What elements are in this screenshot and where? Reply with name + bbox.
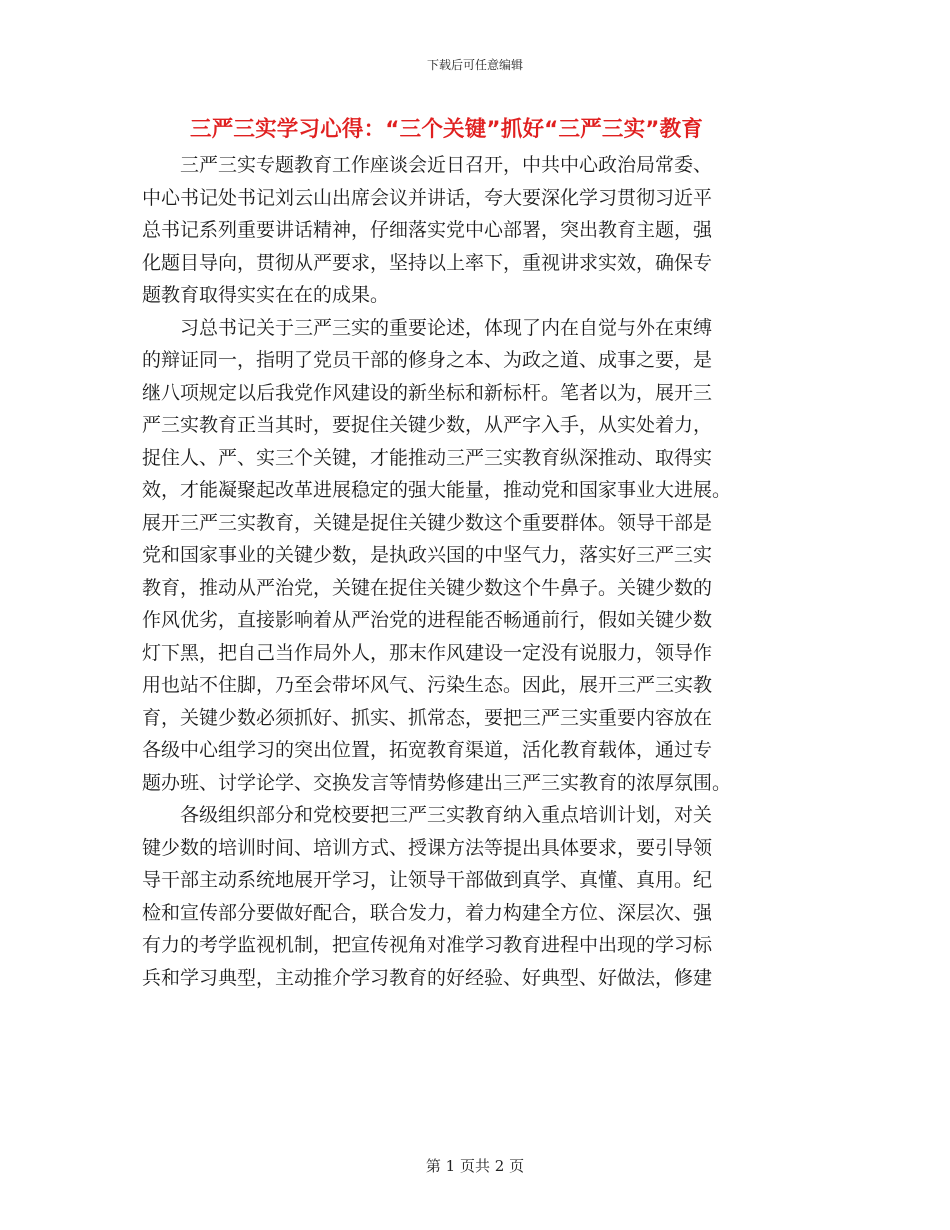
text-line: 总书记系列重要讲话精神，仔细落实党中心部署，突出教育主题，强 [142,219,713,241]
text-line: 各级组织部分和党校要把三严三实教育纳入重点培训计划，对关 [180,804,713,826]
text-line: 有力的考学监视机制，把宣传视角对准学习教育进程中出现的学习标 [142,934,713,956]
text-line: 检和宣传部分要做好配合，联合发力，着力构建全方位、深层次、强 [142,901,713,924]
paragraph-1 [142,149,810,312]
paragraph-2 [142,312,810,800]
text-line: 三严三实专题教育工作座谈会近日召开，中共中心政治局常委、 [180,154,713,176]
text-line: 习总书记关于三严三实的重要论述，体现了内在自觉与外在束缚 [180,316,713,339]
text-line: 的辩证同一，指明了党员干部的修身之本、为政之道、成事之要，是 [142,349,713,371]
text-line: 键少数的培训时间、培训方式、授课方法等提出具体要求，要引导领 [142,836,713,859]
text-line: 育，关键少数必须抓好、抓实、抓常态，要把三严三实重要内容放在 [142,706,713,729]
text-line: 兵和学习典型，主动推介学习教育的好经验、好典型、好做法，修建 [142,966,713,989]
document-body [142,149,810,994]
paragraph-3 [142,799,810,994]
text-line: 题教育取得实实在在的成果。 [142,284,390,306]
text-line: 捉住人、严、实三个关键，才能推动三严三实教育纵深推动、取得实 [142,446,713,469]
text-line: 继八项规定以后我党作风建设的新坐标和新标杆。笔者以为，展开三 [142,381,713,404]
page-number-footer: 第 1 页共 2 页 [425,1157,525,1175]
text-line: 中心书记处书记刘云山出席会议并讲话，夸大要深化学习贯彻习近平 [142,186,713,209]
text-line: 作风优劣，直接影响着从严治党的进程能否畅通前行，假如关键少数 [142,609,713,631]
text-line: 化题目导向，贯彻从严要求，坚持以上率下，重视讲求实效，确保专 [142,251,713,274]
text-line: 导干部主动系统地展开学习，让领导干部做到真学、真懂、真用。纪 [142,869,713,891]
text-line: 题办班、讨学论学、交换发言等情势修建出三严三实教育的浓厚氛围。 [142,771,732,794]
page-header: 下载后可任意编辑 [426,58,523,72]
text-line: 效，才能凝聚起改革进展稳定的强大能量，推动党和国家事业大进展。 [142,479,732,501]
text-line: 严三实教育正当其时，要捉住关键少数，从严字入手，从实处着力， [142,414,713,436]
text-line: 用也站不住脚，乃至会带坏风气、污染生态。因此，展开三严三实教 [142,674,713,696]
document-title: 三严三实学习心得：“三个关键”抓好“三严三实”教育 [190,117,704,142]
text-line: 各级中心组学习的突出位置，拓宽教育渠道，活化教育载体，通过专 [142,739,713,761]
text-line: 灯下黑，把自己当作局外人，那末作风建设一定没有说服力，领导作 [142,641,713,664]
text-line: 党和国家事业的关键少数，是执政兴国的中坚气力，落实好三严三实 [142,544,713,566]
text-line: 教育，推动从严治党，关键在捉住关键少数这个牛鼻子。关键少数的 [142,576,713,599]
text-line: 展开三严三实教育，关键是捉住关键少数这个重要群体。领导干部是 [142,511,713,534]
